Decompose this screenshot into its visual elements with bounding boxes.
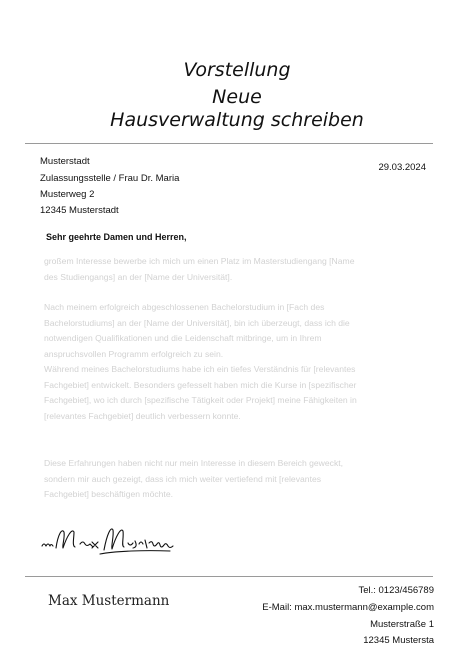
contact-phone: Tel.: 0123/456789: [358, 585, 434, 596]
title-line-3: Hausverwaltung schreiben: [110, 109, 364, 131]
recipient-line-3: Musterweg 2: [40, 189, 95, 200]
recipient-line-2: Zulassungsstelle / Frau Dr. Maria: [40, 173, 180, 184]
title-line-2: Neue: [212, 86, 262, 108]
footer-divider: [25, 576, 433, 577]
handwritten-signature: [40, 524, 180, 562]
body-line: Diese Erfahrungen haben nicht nur mein Interesse in diesem Bereich geweckt,: [44, 458, 344, 468]
salutation: Sehr geehrte Damen und Herren,: [46, 232, 187, 242]
body-paragraph-3: [44, 456, 439, 503]
body-line: notwendigen Qualifikationen und die Leidenschaft mitbringe, um in Ihrem: [44, 333, 322, 343]
title-line-1: Vorstellung: [183, 59, 291, 81]
body-paragraph-2: [44, 300, 439, 424]
contact-email: E-Mail: max.mustermann@example.com: [262, 602, 434, 613]
contact-city: 12345 Mustersta: [363, 635, 434, 646]
body-line: Während meines Bachelorstudiums habe ich ein tiefes Verständnis für [relevantes: [44, 364, 356, 374]
body-line: sondern mir auch gezeigt, dass ich mich weiter vertiefend mit [relevantes: [44, 473, 322, 484]
body-paragraph-1: [44, 254, 439, 285]
body-line: [relevantes Fachgebiet] deutlich verbessern konnte.: [44, 410, 241, 421]
recipient-line-1: Musterstadt: [40, 156, 90, 167]
top-divider: [25, 143, 433, 144]
sender-name: Max Mustermann: [48, 593, 170, 609]
body-line: Bachelorstudiums] an der [Name der Universität], bin ich überzeugt, dass ich die: [44, 317, 350, 328]
body-line: Fachgebiet], wo ich durch [spezifische Tätigkeit oder Projekt] meine Fähigkeiten in: [44, 395, 357, 405]
body-line: Nach meinem erfolgreich abgeschlossenen Bachelorstudium in [Fach des: [44, 302, 325, 312]
body-line: großem Interesse bewerbe ich mich um einen Platz im Masterstudiengang [Name: [44, 256, 355, 266]
body-line: des Studiengangs] an der [Name der Universität].: [44, 271, 233, 282]
contact-street: Musterstraße 1: [370, 619, 434, 630]
body-line: anspruchsvollen Programm erfolgreich zu sein.: [44, 348, 224, 359]
body-line: Fachgebiet] beschäftigen möchte.: [44, 489, 173, 499]
recipient-line-4: 12345 Musterstadt: [40, 205, 119, 216]
body-line: Fachgebiet] entwickelt. Besonders gefesselt haben mich die Kurse in [spezifischer: [44, 379, 357, 390]
letter-date: 29.03.2024: [378, 162, 426, 173]
